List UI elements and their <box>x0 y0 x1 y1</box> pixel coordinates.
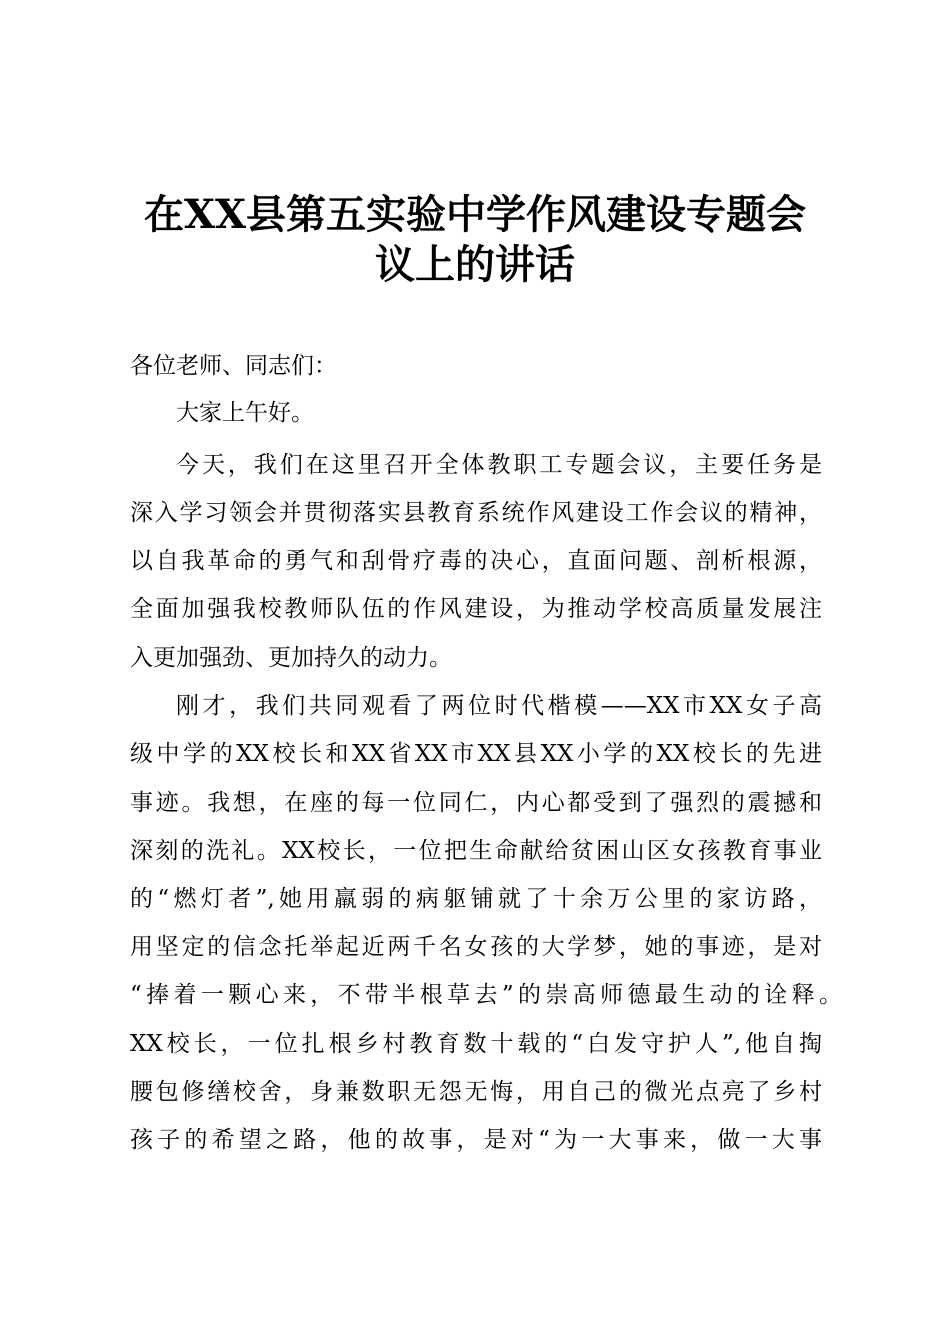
paragraph-1-line: 以自我革命的勇气和刮骨疗毒的决心，直面问题、剖析根源， <box>130 548 822 574</box>
paragraph-2-line: “捧着一颗心来，不带半根草去”的崇高师德最生动的诠释。 <box>130 982 842 1008</box>
paragraph-2-line: 级中学的XX校长和XX省XX市XX县XX小学的XX校长的先进 <box>130 741 822 767</box>
paragraph-1-line: 全面加强我校教师队伍的作风建设，为推动学校高质量发展注 <box>130 596 822 622</box>
paragraph-2-line: 孩子的希望之路，他的故事，是对“为一大事来，做一大事 <box>130 1127 822 1153</box>
document-title-line-1: 在XX县第五实验中学作风建设专题会 <box>143 191 807 238</box>
paragraph-2-line: XX校长，一位扎根乡村教育数十载的“白发守护人”,他自掏 <box>130 1031 822 1057</box>
document-title-line-2: 议上的讲话 <box>375 241 575 288</box>
greeting: 大家上午好。 <box>176 400 314 426</box>
paragraph-2-line: 的“燃灯者”,她用羸弱的病躯铺就了十余万公里的家访路， <box>130 886 822 912</box>
paragraph-1-line: 深入学习领会并贯彻落实县教育系统作风建设工作会议的精神， <box>130 500 822 526</box>
paragraph-1-line: 入更加强劲、更加持久的动力。 <box>130 645 452 671</box>
paragraph-2-line: 事迹。我想，在座的每一位同仁，内心都受到了强烈的震撼和 <box>130 790 822 816</box>
paragraph-2-line: 用坚定的信念托举起近两千名女孩的大学梦，她的事迹，是对 <box>130 934 822 960</box>
salutation: 各位老师、同志们： <box>130 353 337 379</box>
paragraph-2-line: 深刻的洗礼。XX校长，一位把生命献给贫困山区女孩教育事业 <box>130 838 822 864</box>
paragraph-2-line: 刚才，我们共同观看了两位时代楷模——XX市XX女子高 <box>176 693 822 719</box>
paragraph-1-line: 今天，我们在这里召开全体教职工专题会议，主要任务是 <box>176 452 822 478</box>
paragraph-2-line: 腰包修缮校舍，身兼数职无怨无悔，用自己的微光点亮了乡村 <box>130 1079 822 1105</box>
